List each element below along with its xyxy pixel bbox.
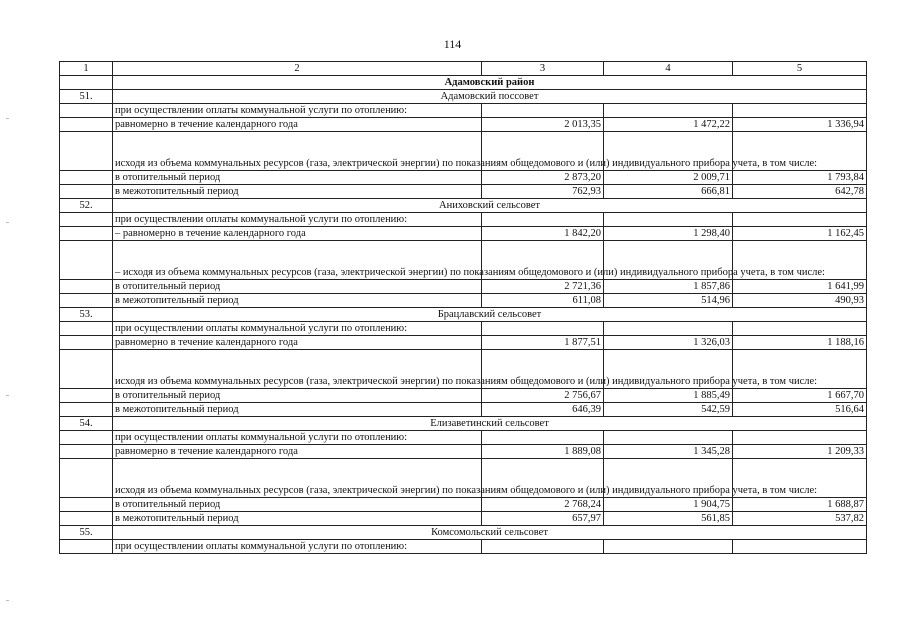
row-label: исходя из объема коммунальных ресурсов (газа, электрической энергии) по показаниям общедомового и (или) индивидуального прибора учета, в том числе: [113,459,482,498]
column-header-4: 4 [604,62,733,76]
value-col-3: 2 873,20 [482,171,604,185]
empty-number-cell [60,350,113,389]
value-col-5: 1 209,33 [733,445,867,459]
value-col-3: 762,93 [482,185,604,199]
empty-number-cell [60,104,113,118]
value-col-5 [733,213,867,227]
value-col-4: 514,96 [604,294,733,308]
row-label: равномерно в течение календарного года [113,336,482,350]
scan-mark [6,395,9,396]
value-col-5 [733,431,867,445]
value-col-3: 1 842,20 [482,227,604,241]
empty-number-cell [60,280,113,294]
value-col-4: 542,59 [604,403,733,417]
value-col-3: 1 877,51 [482,336,604,350]
table-row [60,294,867,308]
table-row [60,322,867,336]
section-name: Аниховский сельсовет [113,199,867,213]
section-name: Елизаветинский сельсовет [113,417,867,431]
value-col-4: 1 345,28 [604,445,733,459]
table-row [60,336,867,350]
value-col-4: 1 298,40 [604,227,733,241]
tariff-table [59,61,867,554]
table-row [60,118,867,132]
scan-mark [6,118,9,119]
row-label: при осуществлении оплаты коммунальной услуги по отоплению: [113,104,482,118]
value-col-3: 657,97 [482,512,604,526]
section-number: 51. [60,90,113,104]
value-col-4 [604,104,733,118]
empty-number-cell [60,498,113,512]
table-row [60,185,867,199]
section-name: Адамовский поссовет [113,90,867,104]
table-row [60,132,867,171]
table-row [60,104,867,118]
district-row [60,76,867,90]
empty-number-cell [60,213,113,227]
value-col-3: 646,39 [482,403,604,417]
empty-number-cell [60,322,113,336]
row-label: – исходя из объема коммунальных ресурсов (газа, электрической энергии) по показаниям общедомового и (или) индивидуального прибора учета, в том числе: [113,241,482,280]
row-label: в отопительный период [113,389,482,403]
value-col-3: 611,08 [482,294,604,308]
row-label: в отопительный период [113,498,482,512]
column-header-1: 1 [60,62,113,76]
table-row [60,241,867,280]
section-header-row [60,90,867,104]
row-label: в межотопительный период [113,403,482,417]
empty-number-cell [60,336,113,350]
value-col-5: 1 162,45 [733,227,867,241]
scan-mark [6,600,9,601]
table-row [60,512,867,526]
value-col-4 [604,431,733,445]
value-col-5: 1 793,84 [733,171,867,185]
value-col-3 [482,322,604,336]
row-label: исходя из объема коммунальных ресурсов (газа, электрической энергии) по показаниям общедомового и (или) индивидуального прибора учета, в том числе: [113,132,482,171]
value-col-3: 1 889,08 [482,445,604,459]
table-row [60,431,867,445]
row-label: в межотопительный период [113,185,482,199]
row-label: в межотопительный период [113,512,482,526]
value-col-4: 666,81 [604,185,733,199]
table-row [60,389,867,403]
table-row [60,459,867,498]
table-row [60,350,867,389]
value-col-5: 1 188,16 [733,336,867,350]
row-label: в межотопительный период [113,294,482,308]
value-col-5: 1 688,87 [733,498,867,512]
empty-number-cell [60,512,113,526]
section-number: 52. [60,199,113,213]
page-number: 114 [443,37,462,51]
value-col-3: 2 721,36 [482,280,604,294]
value-col-4 [604,213,733,227]
empty-number-cell [60,445,113,459]
district-number-cell [60,76,113,90]
value-col-4: 1 885,49 [604,389,733,403]
row-label: при осуществлении оплаты коммунальной услуги по отоплению: [113,431,482,445]
value-col-4: 561,85 [604,512,733,526]
section-name: Брацлавский сельсовет [113,308,867,322]
section-number: 54. [60,417,113,431]
district-title: Адамовский район [113,76,867,90]
table-row [60,540,867,554]
value-col-4 [604,540,733,554]
value-col-3: 2 013,35 [482,118,604,132]
section-header-row [60,199,867,213]
empty-number-cell [60,403,113,417]
section-name: Комсомольский сельсовет [113,526,867,540]
table-row [60,403,867,417]
row-label: исходя из объема коммунальных ресурсов (газа, электрической энергии) по показаниям общедомового и (или) индивидуального прибора учета, в том числе: [113,350,482,389]
empty-number-cell [60,431,113,445]
scan-mark [6,222,9,223]
row-label: равномерно в течение календарного года [113,118,482,132]
value-col-5: 516,64 [733,403,867,417]
value-col-5: 1 641,99 [733,280,867,294]
value-col-4: 1 472,22 [604,118,733,132]
value-col-4: 1 904,75 [604,498,733,512]
row-label: в отопительный период [113,171,482,185]
empty-number-cell [60,459,113,498]
table-row [60,280,867,294]
section-number: 55. [60,526,113,540]
empty-number-cell [60,294,113,308]
table-row [60,445,867,459]
value-col-5: 1 336,94 [733,118,867,132]
row-label: при осуществлении оплаты коммунальной услуги по отоплению: [113,213,482,227]
table-row [60,498,867,512]
value-col-3 [482,104,604,118]
value-col-3 [482,540,604,554]
value-col-4: 2 009,71 [604,171,733,185]
value-col-5 [733,104,867,118]
empty-number-cell [60,118,113,132]
value-col-3 [482,431,604,445]
value-col-5: 537,82 [733,512,867,526]
empty-number-cell [60,540,113,554]
empty-number-cell [60,132,113,171]
value-col-5 [733,322,867,336]
row-label: при осуществлении оплаты коммунальной услуги по отоплению: [113,540,482,554]
empty-number-cell [60,241,113,280]
value-col-5: 642,78 [733,185,867,199]
empty-number-cell [60,185,113,199]
table-row [60,227,867,241]
empty-number-cell [60,389,113,403]
value-col-4 [604,322,733,336]
value-col-4: 1 326,03 [604,336,733,350]
column-header-2: 2 [113,62,482,76]
value-col-4: 1 857,86 [604,280,733,294]
value-col-3: 2 768,24 [482,498,604,512]
value-col-5: 490,93 [733,294,867,308]
column-header-row [60,62,867,76]
section-header-row [60,526,867,540]
section-header-row [60,417,867,431]
section-header-row [60,308,867,322]
value-col-3 [482,213,604,227]
table-row [60,213,867,227]
row-label: – равномерно в течение календарного года [113,227,482,241]
row-label: равномерно в течение календарного года [113,445,482,459]
value-col-5: 1 667,70 [733,389,867,403]
row-label: при осуществлении оплаты коммунальной услуги по отоплению: [113,322,482,336]
empty-number-cell [60,227,113,241]
value-col-3: 2 756,67 [482,389,604,403]
value-col-5 [733,540,867,554]
section-number: 53. [60,308,113,322]
row-label: в отопительный период [113,280,482,294]
empty-number-cell [60,171,113,185]
column-header-3: 3 [482,62,604,76]
table-row [60,171,867,185]
column-header-5: 5 [733,62,867,76]
